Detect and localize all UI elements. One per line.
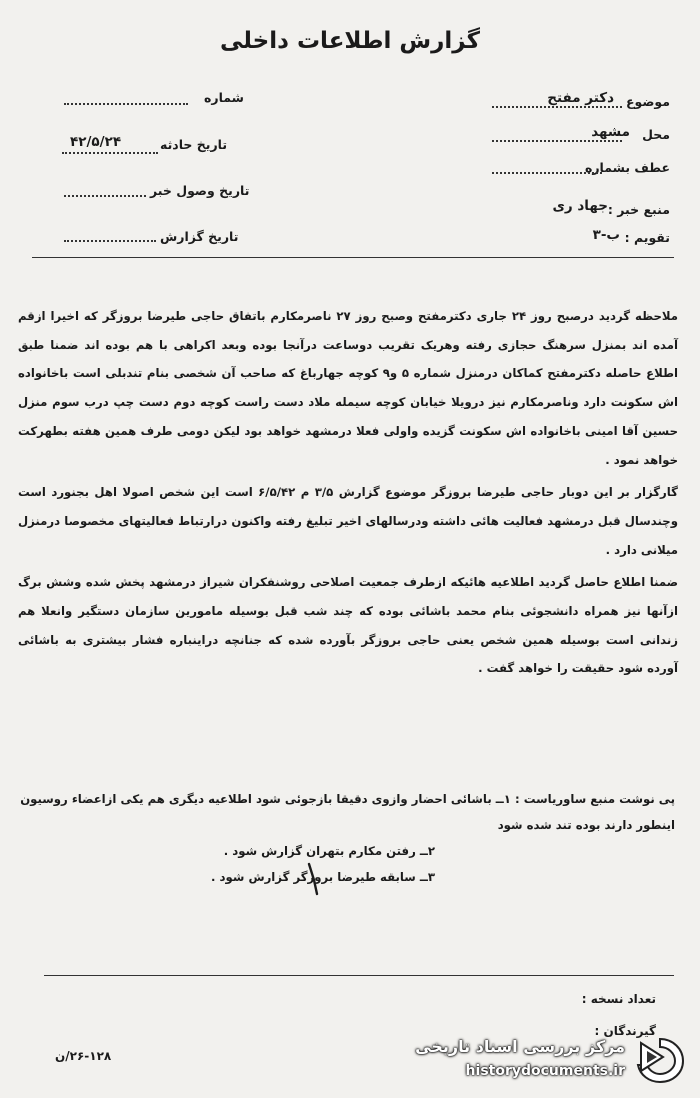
receipt-date-dots: [64, 195, 146, 197]
watermark-url: historydocuments.ir: [465, 1063, 625, 1079]
document-title: گزارش اطلاعات داخلی: [220, 28, 480, 54]
note-2: ۲ــ رفتن مکارم بتهران گزارش شود .: [223, 844, 435, 858]
place-dots: [492, 140, 622, 142]
header-divider: [32, 257, 674, 258]
subject-value: دکتر مفتح: [547, 90, 614, 106]
copies-label: تعداد نسخه :: [581, 992, 656, 1006]
archive-logo-icon: [633, 1035, 687, 1085]
paragraph-3: ضمنا اطلاع حاصل گردید اطلاعیه هائیکه ازطرف جمعیت اصلاحی روشنفکران شیراز درمشهد پخش شده وشش برگ ازآنها نیز همراه دانشجوئی بنام محمد باشائی بوده که چند شب قبل بوسیله مامورین سازمان دستگیر وانعلا هم زندانی است بوسیله همین شخص یعنی حاجی بروزگر بآورده شده که جنانچه دراینباره فشار بیشتری به باشائی آورده شود حقیقت را خواهد گفت .: [18, 575, 678, 676]
note-3: ۳ــ سابقه طیرضا بروزگر گزارش شود .: [211, 870, 435, 884]
subject-label: موضوع: [625, 94, 670, 109]
report-date-dots: [64, 240, 156, 242]
rating-label: تقویم :: [624, 230, 670, 245]
paragraph-1: ملاحظه گردید درصبح روز ۲۴ جاری دکترمفتح وصبح روز ۲۷ ناصرمکارم باتفاق حاجی طیرضا بروزگر که اخیرا ازقم آمده اند بمنزل سرهنگ حجازی رفته وهریک تقریب دوساعت درآنجا بوده وبعد اکراهی با هم بوده اند ضمنا طبق اطلاع حاصله دکترمفتح کماکان درمنزل شماره ۵ و۹ کوچه جهارباغ که صاحب آن شخصی بنام تندبلی است باخانواده اش سکونت دارد وناصرمکارم نیز درویلا خیابان کوچه سیمله ملاد دست راست کوچه دوم دست چپ درب سوم منزل حسین آقا امینی باخانواده اش سکونت گزیده واولی فعلا درمشهد خواهد بود لیکن دومی طرف همین هفته بطهرکت خواهد نمود .: [18, 309, 679, 467]
report-date-label: تاریخ گزارش: [160, 229, 239, 244]
source-label: منبع خبر :: [607, 202, 670, 217]
number-field-dots: [64, 103, 188, 105]
footnotes: [20, 786, 675, 890]
recipients-label: گیرندگان :: [594, 1024, 656, 1038]
paragraph-2: گارگزار بر این دوبار حاجی طیرضا بروزگر موضوع گزارش ۳/۵ م ۶/۵/۴۲ است این شخص اصولا اهل بجنورد است وچندسال قبل درمشهد فعالیت هائی داشته ودرسالهای اخیر تبلیغ رفته واکنون درارتباط فعالیتهای مخصوصا درمنزل میلانی دارد .: [18, 485, 678, 557]
incident-date-dots: [62, 152, 158, 154]
reference-dots: [492, 172, 602, 174]
report-body: [18, 302, 678, 683]
watermark-title: مرکز بررسی اسناد تاریخی: [415, 1037, 625, 1056]
subject-dots: [492, 106, 622, 108]
receipt-date-label: تاریخ وصول خبر: [150, 183, 250, 198]
number-label: شماره: [204, 90, 244, 105]
handwritten-mark: [303, 862, 323, 896]
footer-divider: [44, 975, 674, 976]
source-value: جهاد ری: [552, 198, 608, 214]
rating-value: ب-۳: [592, 227, 620, 243]
watermark: [415, 1033, 695, 1088]
place-label: محل: [642, 127, 670, 142]
document-number: ۲۶-۱۲۸/ن: [55, 1049, 112, 1063]
incident-date-label: تاریخ حادثه: [160, 137, 228, 152]
note-1: پی نوشت منبع ساوریاست : ۱ــ باشائی احضار وازوی دقیقا بازجوئی شود اطلاعیه دیگری هم یکی ازاعضاء روسیون اینطور دارند بوده تند شده شود: [20, 792, 675, 832]
place-value: مشهد: [591, 124, 630, 140]
incident-date-value: ۴۲/۵/۲۴: [70, 134, 122, 150]
reference-label: عطف بشماره: [584, 160, 670, 175]
